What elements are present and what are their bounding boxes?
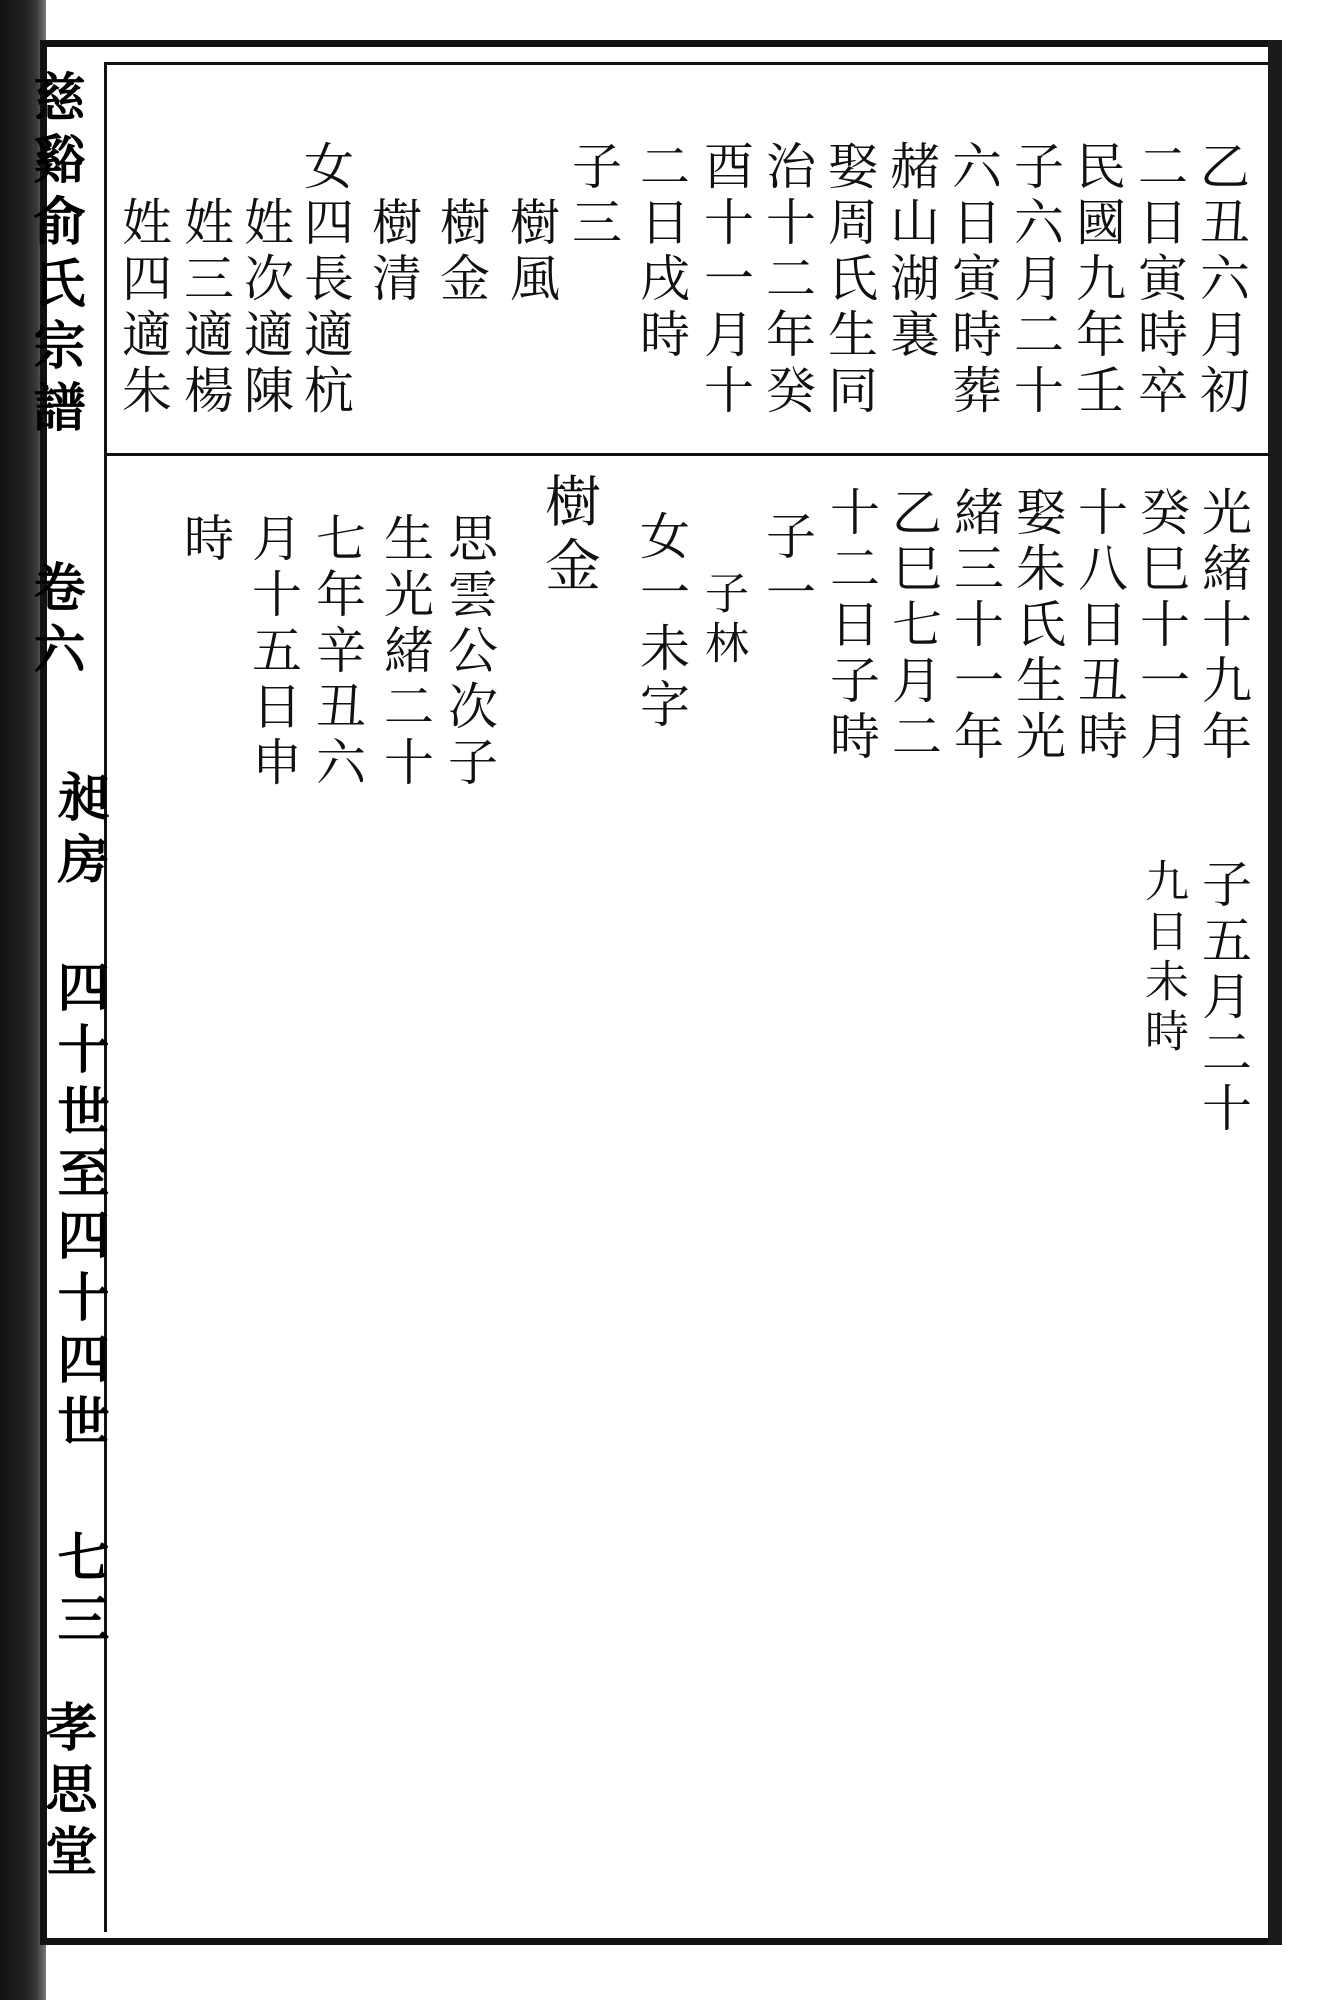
lower-col-1: 光緒十九年	[1194, 486, 1252, 766]
lower-col-12: 思雲公次子	[440, 512, 498, 792]
upper-col-12: 樹風	[502, 196, 560, 308]
upper-col-6: 赭山湖裏	[882, 140, 940, 364]
upper-col-13: 樹金	[432, 196, 490, 308]
upper-col-9: 酉十一月十	[696, 140, 754, 420]
margin-page-number: 七三	[48, 1530, 109, 1654]
upper-col-16: 姓次適陳	[236, 196, 294, 420]
register-divider	[104, 453, 1270, 456]
right-border	[1268, 40, 1282, 1945]
lower-col-2: 癸巳十一月	[1132, 486, 1190, 766]
lower-col-13: 生光緒二十	[376, 512, 434, 792]
lower-col-15: 月十五日申	[244, 512, 302, 792]
upper-col-7: 娶周氏生同	[820, 140, 878, 420]
upper-col-3: 民國九年壬	[1068, 140, 1126, 420]
upper-col-1: 乙丑六月初	[1192, 140, 1250, 420]
lower-continuation-2: 九日未時	[1137, 858, 1188, 1058]
lower-continuation-1: 子五月二十	[1194, 858, 1252, 1138]
upper-col-10: 二日戌時	[632, 140, 690, 364]
margin-branch: 昶房	[48, 770, 109, 894]
lower-col-4: 娶朱氏生光	[1008, 486, 1066, 766]
lower-col-14: 七年辛丑六	[308, 512, 366, 792]
upper-col-5: 六日寅時葬	[944, 140, 1002, 420]
lower-col-3: 十八日丑時	[1070, 486, 1128, 766]
lower-col-9: 子林	[697, 570, 748, 670]
lower-col-5: 緒三十一年	[946, 486, 1004, 766]
lower-col-7: 十二日子時	[822, 486, 880, 766]
upper-col-15: 女四長適杭	[296, 140, 354, 420]
upper-col-8: 治十二年癸	[758, 140, 816, 420]
upper-col-4: 子六月二十	[1006, 140, 1064, 420]
margin-volume: 卷六	[24, 560, 85, 684]
upper-col-18: 姓四適朱	[114, 196, 172, 420]
upper-col-11: 子三	[564, 140, 622, 252]
lower-col-10: 女一未字	[632, 510, 690, 734]
margin-hall: 孝思堂	[36, 1700, 97, 1886]
upper-col-17: 姓三適楊	[176, 196, 234, 420]
upper-col-2: 二日寅時卒	[1130, 140, 1188, 420]
margin-generations: 四十世至四十四世	[48, 960, 109, 1456]
lower-col-16: 時	[176, 512, 234, 568]
lower-col-6: 乙巳七月二	[884, 486, 942, 766]
lower-entry-name: 樹金	[536, 472, 601, 600]
margin-title: 慈谿俞氏宗譜	[24, 70, 85, 442]
lower-col-8: 子一	[758, 510, 816, 622]
upper-col-14: 樹清	[364, 196, 422, 308]
